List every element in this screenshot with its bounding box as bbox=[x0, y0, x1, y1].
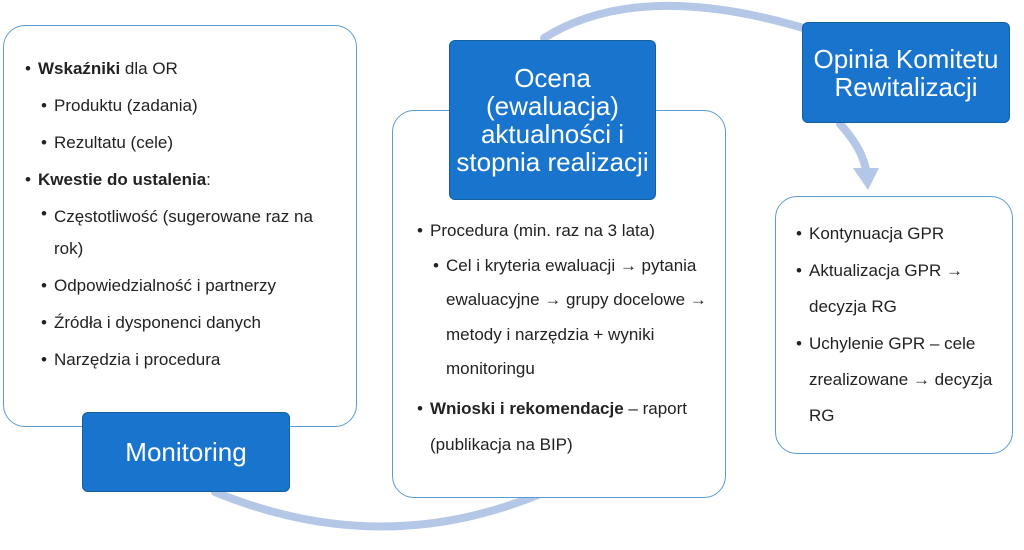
evaluation-list bbox=[430, 213, 710, 463]
indicator-product: • Produktu (zadania) bbox=[54, 87, 343, 124]
opinion-label: Opinia Komitetu Rewitalizacji bbox=[802, 22, 1010, 123]
arrow-evaluation-to-opinion bbox=[544, 6, 810, 38]
arrow-head-icon bbox=[853, 168, 879, 190]
evaluation-label: Ocena (ewaluacja) aktualności i stopnia realizacji bbox=[449, 40, 656, 200]
issue-data-sources: • Źródła i dysponenci danych bbox=[54, 304, 343, 341]
opinion-repeal: • Uchylenie GPR – cele zrealizowane → decyzja RG bbox=[809, 326, 1009, 434]
procedure-item: • Procedura (min. raz na 3 lata) bbox=[430, 213, 710, 249]
opinion-update: • Aktualizacja GPR → decyzja RG bbox=[809, 253, 1009, 325]
opinion-list bbox=[809, 216, 1009, 435]
issue-responsibility: • Odpowiedzialność i partnerzy bbox=[54, 267, 343, 304]
conclusions-item: • Wnioski i rekomendacje – raport (publikacja na BIP) bbox=[430, 391, 710, 463]
issues-item: • Kwestie do ustalenia: bbox=[38, 161, 343, 198]
procedure-detail: • Cel i kryteria ewaluacji → pytania ewaluacyjne → grupy docelowe → metody i narzędzia + wyniki monitoringu bbox=[446, 249, 710, 387]
opinion-continuation: • Kontynuacja GPR bbox=[809, 216, 1009, 252]
indicators-item: • Wskaźniki dla OR bbox=[38, 50, 343, 87]
monitoring-label: Monitoring bbox=[82, 412, 290, 492]
issue-frequency: • Częstotliwość (sugerowane raz na rok) bbox=[54, 198, 343, 267]
monitoring-list bbox=[38, 50, 343, 378]
arrow-opinion-to-results bbox=[840, 124, 866, 170]
indicator-result: • Rezultatu (cele) bbox=[54, 124, 343, 161]
issue-tools: • Narzędzia i procedura bbox=[54, 341, 343, 378]
